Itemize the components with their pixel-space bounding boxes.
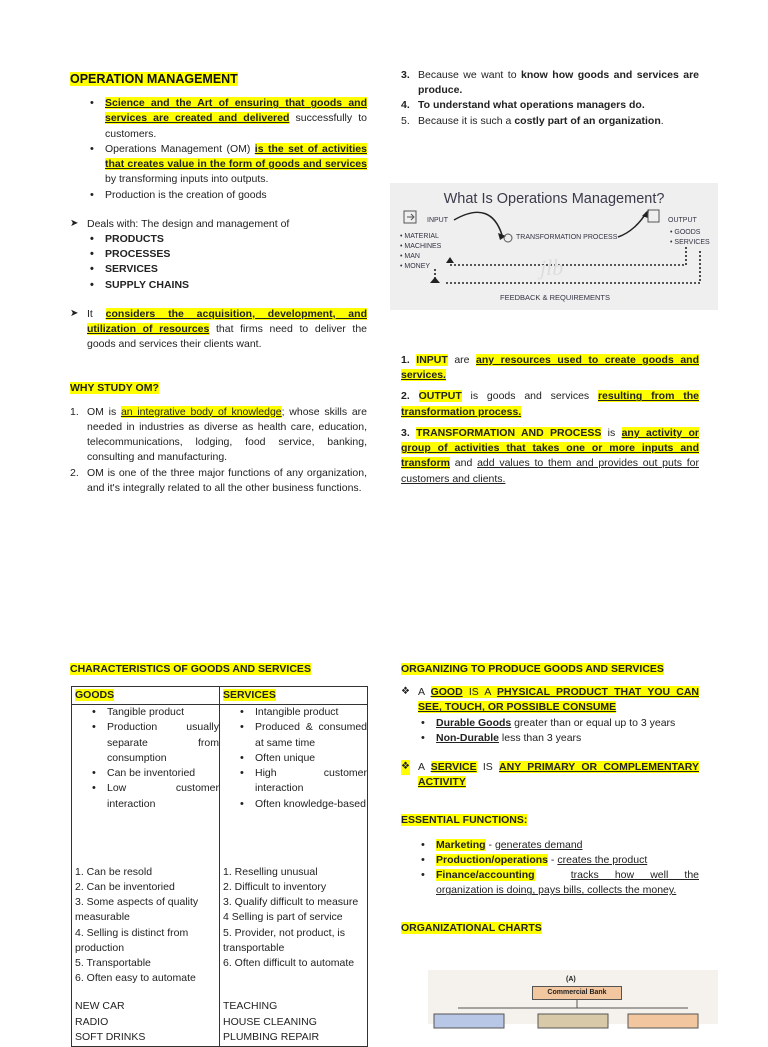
function-item: • Production/operations - creates the product: [401, 853, 699, 868]
goods-examples: NEW CAR RADIO SOFT DRINKS: [72, 987, 220, 1046]
chart-label: (A): [566, 976, 576, 983]
characteristics-heading: CHARACTERISTICS OF GOODS AND SERVICES: [70, 663, 311, 675]
om-process-diagram: [390, 183, 718, 310]
output-item: • GOODS: [670, 229, 701, 236]
input-item: • MONEY: [400, 263, 431, 270]
om-bullet: • Production is the creation of goods: [70, 188, 367, 203]
diamond-bullet-icon: ❖: [401, 760, 410, 775]
why-item: 2. OM is one of the three major functions of any organization, and it's integrally related to all the other business functions.: [70, 466, 367, 494]
right-column: [401, 68, 699, 129]
characteristics-table: [71, 686, 368, 1047]
why-study-title: WHY STUDY OM?: [70, 381, 159, 394]
reason-item: 4. To understand what operations managers do.: [401, 99, 645, 112]
organizing-title: ORGANIZING TO PRODUCE GOODS AND SERVICES: [401, 663, 664, 675]
left-column: [70, 68, 367, 496]
output-label: OUTPUT: [668, 217, 697, 224]
input-definition: 1. INPUT are any resources used to create goods and services.: [401, 354, 699, 382]
arrow-bullet-icon: ➤: [70, 307, 79, 319]
services-trait: • Often unique: [220, 751, 367, 766]
considers-paragraph: ➤ It considers the acquisition, development, and utilization of resources that firms need to deliver the goods and services their clients want.: [70, 307, 368, 351]
om-bullets: [70, 96, 367, 203]
services-trait: • Intangible product: [220, 705, 367, 720]
goods-trait: • Tangible product: [72, 705, 219, 720]
essential-functions-title: ESSENTIAL FUNCTIONS:: [401, 813, 528, 826]
org-chart-lines: [428, 970, 718, 1024]
transformation-definition: 3. TRANSFORMATION AND PROCESS is any activity or group of activities that takes one or more inputs and transform and add values to them and provides out puts for customers and clients.: [401, 426, 699, 485]
reason-item: 5. Because it is such a costly part of an organization.: [401, 114, 664, 127]
deals-item: • PRODUCTS: [70, 232, 367, 247]
deals-item: • SERVICES: [70, 262, 367, 277]
deals-with: ➤ Deals with: The design and management of: [70, 217, 290, 230]
services-examples: TEACHING HOUSE CLEANING PLUMBING REPAIR: [220, 987, 368, 1046]
org-chart-image: [428, 970, 718, 1024]
goods-trait: • Production usually separate from consumption: [72, 720, 219, 766]
commercial-bank-box: Commercial Bank: [532, 986, 622, 1000]
om-bullet: • Operations Management (OM) is the set of activities that creates value in the form of goods and services by transforming inputs into outputs.: [70, 142, 367, 188]
service-definition: ❖ A SERVICE IS ANY PRIMARY OR COMPLEMENTARY ACTIVITY: [401, 761, 700, 789]
svg-text:jlb: jlb: [540, 255, 564, 280]
reasons-list: [401, 68, 699, 129]
services-numbered: 1. Reselling unusual 2. Difficult to inventory 3. Qualify difficult to measure 4 Selling is part of service 5. Provider, not product, is transportable 6. Often difficult to automate: [220, 865, 368, 988]
services-trait: • High customer interaction: [220, 766, 367, 796]
services-trait: • Produced & consumed at same time: [220, 720, 367, 750]
goods-numbered: 1. Can be resold 2. Can be inventoried 3. Some aspects of quality measurable 4. Selling is distinct from production 5. Transportable 6. Often easy to automate: [72, 865, 220, 988]
diamond-bullet-icon: ❖: [401, 686, 410, 698]
om-bullet: • Science and the Art of ensuring that goods and services are created and delivered successfully to customers.: [70, 96, 367, 142]
goods-trait: • Low customer interaction: [72, 781, 219, 811]
org-charts-title: ORGANIZATIONAL CHARTS: [401, 921, 542, 934]
goods-cell: [72, 705, 220, 865]
output-item: • SERVICES: [670, 239, 710, 246]
durability-item: • Durable Goods greater than or equal up to 3 years: [401, 716, 699, 731]
services-header: SERVICES: [220, 687, 368, 705]
why-item: 1. OM is an integrative body of knowledge; whose skills are needed in industries as diverse as health care, education, telecommunications, lodging, food service, banking, consulting and manufacturing.: [70, 405, 367, 464]
diagram-title: What Is Operations Management?: [443, 191, 665, 207]
arrow-bullet-icon: ➤: [70, 217, 79, 229]
goods-durability-list: [401, 716, 699, 746]
organizing-section: [401, 662, 699, 936]
deals-list: [70, 232, 367, 293]
reason-item: 3. Because we want to know how goods and services are produce.: [401, 69, 700, 97]
deals-item: • PROCESSES: [70, 247, 367, 262]
services-trait: • Often knowledge-based: [220, 797, 367, 812]
function-item: • Finance/accounting tracks how well the organization is doing, pays bills, collects the money.: [401, 868, 699, 898]
input-item: • MATERIAL: [400, 233, 439, 240]
services-cell: [220, 705, 368, 865]
output-definition: 2. OUTPUT is goods and services resulting from the transformation process.: [401, 390, 699, 418]
goods-trait: • Can be inventoried: [72, 766, 219, 781]
process-label: TRANSFORMATION PROCESS: [516, 234, 618, 241]
definitions: [401, 353, 699, 487]
om-title: OPERATION MANAGEMENT: [70, 72, 238, 86]
why-list: [70, 405, 367, 496]
input-item: • MAN: [400, 253, 420, 260]
feedback-label: FEEDBACK & REQUIREMENTS: [500, 293, 611, 302]
good-definition: ❖ A GOOD IS A PHYSICAL PRODUCT THAT YOU CAN SEE, TOUCH, OR POSSIBLE CONSUME: [401, 686, 699, 714]
deals-item: • SUPPLY CHAINS: [70, 278, 367, 293]
functions-list: [401, 838, 699, 899]
input-item: • MACHINES: [400, 243, 442, 250]
durability-item: • Non-Durable less than 3 years: [401, 731, 699, 746]
function-item: • Marketing - generates demand: [401, 838, 699, 853]
goods-header: GOODS: [72, 687, 220, 705]
input-label: INPUT: [427, 217, 448, 224]
